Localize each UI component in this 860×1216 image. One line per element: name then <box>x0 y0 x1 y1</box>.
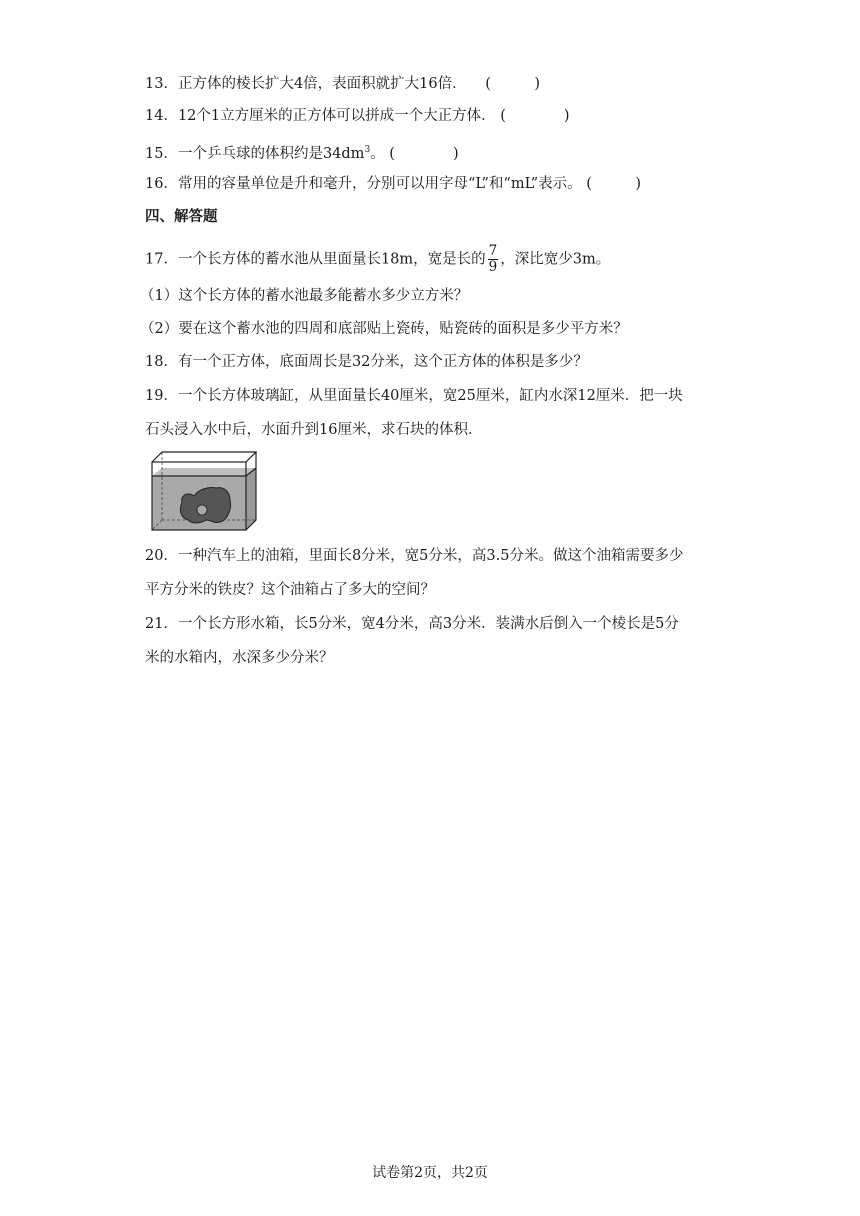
question-21-line-1: 21．一个长方形水箱，长5分米，宽4分米，高3分米．装满水后倒入一个棱长是5分 <box>145 616 679 632</box>
question-15 <box>145 140 459 164</box>
fraction-denominator: 9 <box>488 259 498 275</box>
question-20-line-1: 20．一种汽车上的油箱，里面长8分米，宽5分米，高3.5分米。做这个油箱需要多少 <box>145 548 684 564</box>
question-19-line-2: 石头浸入水中后，水面升到16厘米，求石块的体积． <box>145 422 483 438</box>
answer-blank-16[interactable]: ( ) <box>586 176 642 192</box>
question-17 <box>145 244 610 275</box>
question-15-text-end: 。 <box>370 145 385 162</box>
question-16 <box>145 174 641 194</box>
superscript-3: 3 <box>364 145 371 155</box>
question-21-line-2: 米的水箱内，水深多少分米？ <box>145 650 334 666</box>
answer-blank-13[interactable]: ( ) <box>485 76 541 92</box>
fraction-numerator: 7 <box>488 243 498 259</box>
answer-blank-15[interactable]: ( ) <box>389 145 459 162</box>
question-18: 18．有一个正方体，底面周长是32分米，这个正方体的体积是多少？ <box>145 354 588 370</box>
question-17-part-1: （1）这个长方体的蓄水池最多能蓄水多少立方米？ <box>140 288 469 304</box>
question-19-line-1: 19．一个长方体玻璃缸，从里面量长40厘米，宽25厘米，缸内水深12厘米．把一块 <box>145 388 683 404</box>
question-15-text: 15．一个乒乓球的体积约是34dm <box>145 145 365 162</box>
question-13-text: 13．正方体的棱长扩大4倍，表面积就扩大16倍． <box>145 76 467 92</box>
fraction-seven-ninths <box>488 244 499 275</box>
question-20-line-2: 平方分米的铁皮？这个油箱占了多大的空间？ <box>145 582 435 598</box>
glass-tank-with-stone-figure <box>150 450 262 536</box>
question-13 <box>145 74 540 94</box>
question-14 <box>145 106 570 126</box>
question-17-text-end: ，深比宽少3m。 <box>500 251 611 268</box>
question-17-part-2: （2）要在这个蓄水池的四周和底部贴上瓷砖，贴瓷砖的面积是多少平方米？ <box>140 321 628 337</box>
question-16-text: 16．常用的容量单位是升和毫升，分别可以用字母“L”和“mL”表示。 <box>145 176 582 192</box>
question-17-text: 17．一个长方体的蓄水池从里面量长18m，宽是长的 <box>145 251 486 268</box>
page-footer: 试卷第2页，共2页 <box>372 1165 488 1181</box>
section-heading-4: 四、解答题 <box>145 209 218 225</box>
question-14-text: 14．12个1立方厘米的正方体可以拼成一个大正方体． <box>145 108 496 124</box>
answer-blank-14[interactable]: ( ) <box>500 108 570 124</box>
